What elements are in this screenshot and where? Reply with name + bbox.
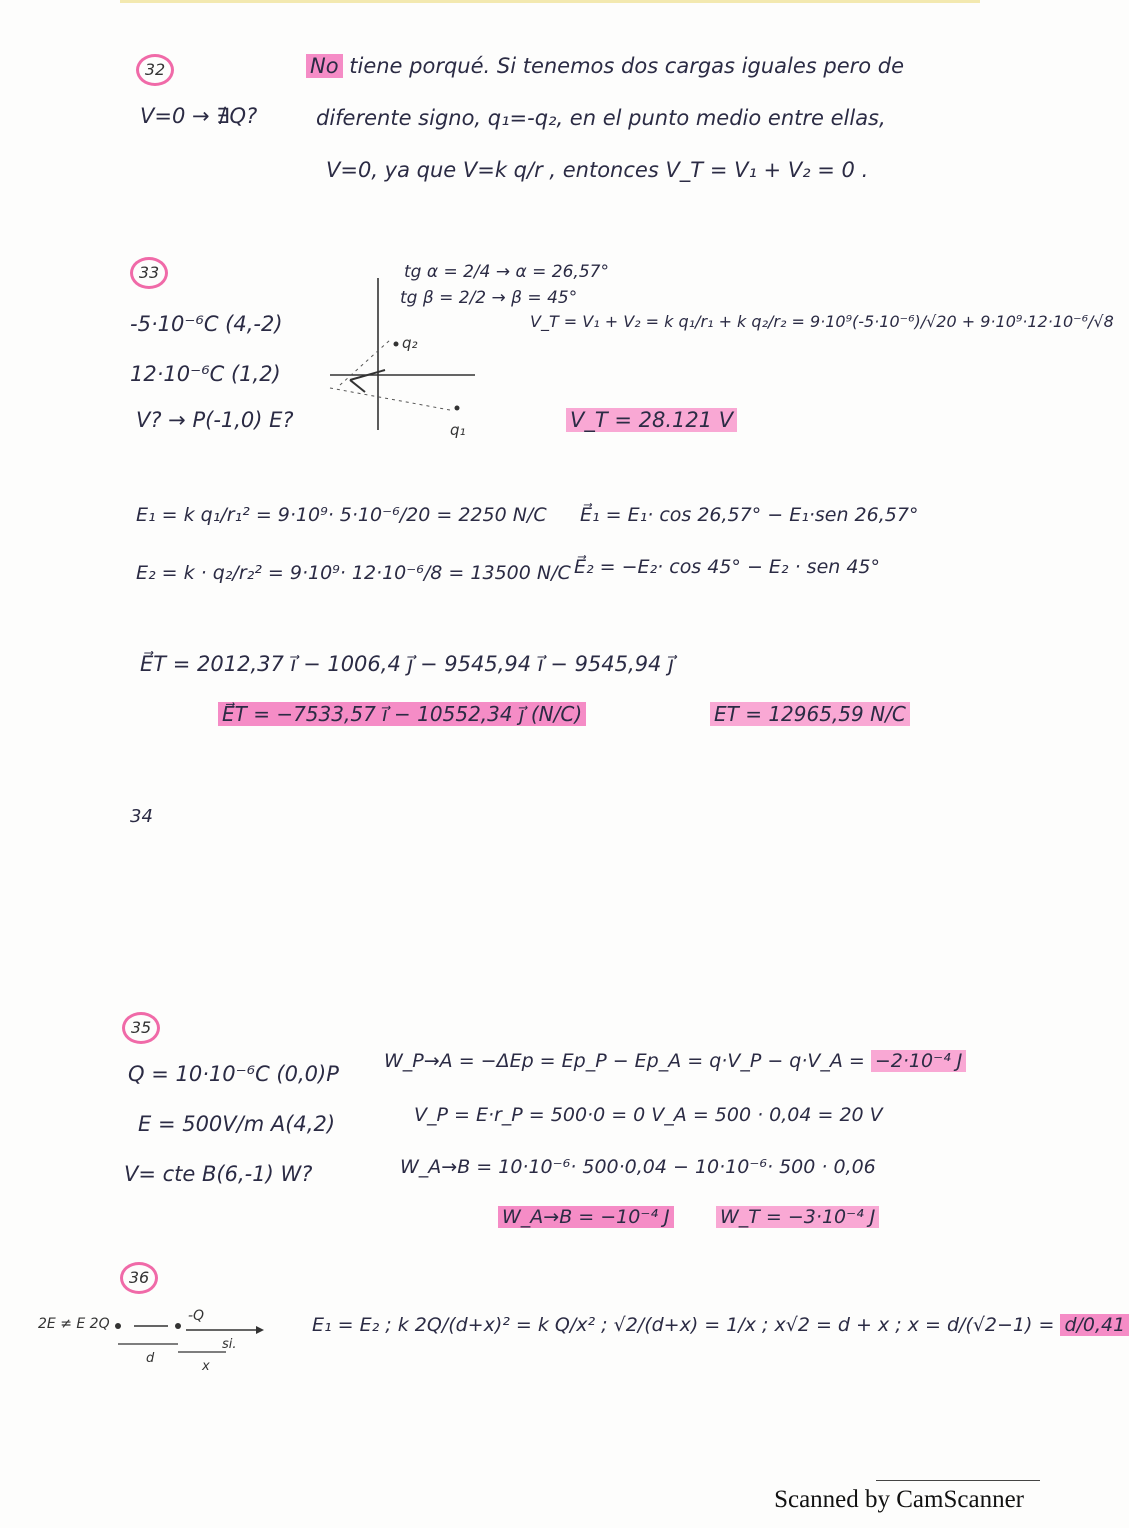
p35-w-formula bbox=[384, 1050, 966, 1072]
p33-vt-result bbox=[566, 408, 737, 432]
p33-et-sum: E⃗T = 2012,37 i⃗ − 1006,4 j⃗ − 9545,94 i⃗ − 9545,94 j⃗ bbox=[140, 652, 674, 676]
p36-result-highlight: d/0,41 bbox=[1060, 1314, 1129, 1336]
sketch-charge-2q bbox=[115, 1323, 121, 1329]
p36-equation bbox=[312, 1314, 1129, 1336]
p33-e2: E₂ = k · q₂/r₂² = 9·10⁹· 12·10⁻⁶/8 = 13500 N/C bbox=[136, 562, 571, 584]
sketch-dashed-line bbox=[330, 388, 450, 410]
p33-e2-vector: E⃗₂ = −E₂· cos 45° − E₂ · sen 45° bbox=[574, 556, 881, 578]
p35-wt-result bbox=[716, 1206, 879, 1228]
scanner-watermark: Scanned by CamScanner bbox=[774, 1486, 1024, 1513]
problem-32-number: 32 bbox=[136, 54, 174, 86]
problem-36-number: 36 bbox=[120, 1262, 158, 1294]
sketch-point-q2 bbox=[394, 342, 399, 347]
p33-et-vector-highlight: E⃗T = −7533,57 i⃗ − 10552,34 j⃗ (N/C) bbox=[218, 702, 586, 726]
sketch-charge-neg bbox=[175, 1323, 181, 1329]
p32-question: V=0 → ∄Q? bbox=[140, 104, 258, 128]
sketch-dashed-line-2 bbox=[340, 340, 390, 385]
problem-33-number: 33 bbox=[130, 257, 168, 289]
p35-data3: V= cte B(6,-1) W? bbox=[124, 1162, 313, 1186]
p33-e1: E₁ = k q₁/r₁² = 9·10⁹· 5·10⁻⁶/20 = 2250 N/C bbox=[136, 504, 547, 526]
problem-35-number: 35 bbox=[122, 1012, 160, 1044]
p33-e1-vector: E⃗₁ = E₁· cos 26,57° − E₁·sen 26,57° bbox=[580, 504, 919, 526]
p36-charges-sketch bbox=[36, 1304, 276, 1374]
p32-answer-line3: V=0, ya que V=k q/r , entonces V_T = V₁ + V₂ = 0 . bbox=[326, 158, 869, 182]
p33-tg-alpha: tg α = 2/4 → α = 26,57° bbox=[404, 262, 609, 282]
p33-data-charge1: -5·10⁻⁶C (4,-2) bbox=[130, 312, 283, 336]
sketch-arrow-head bbox=[256, 1326, 264, 1334]
p35-wt-result-highlight: W_T = −3·10⁻⁴ J bbox=[716, 1206, 879, 1228]
p32-no-highlight: No bbox=[306, 54, 343, 78]
p35-wab: W_A→B = 10·10⁻⁶· 500·0,04 − 10·10⁻⁶· 500 · 0,06 bbox=[400, 1156, 876, 1178]
page-top-edge bbox=[120, 0, 980, 3]
p33-et-modulus bbox=[710, 702, 910, 726]
p33-tg-beta: tg β = 2/2 → β = 45° bbox=[400, 288, 578, 308]
p32-answer-line2: diferente signo, q₁=-q₂, en el punto medio entre ellas, bbox=[316, 106, 886, 130]
p36-equation-text: E₁ = E₂ ; k 2Q/(d+x)² = k Q/x² ; √2/(d+x) = 1/x ; x√2 = d + x ; x = d/(√2−1) = bbox=[312, 1314, 1061, 1336]
p33-vt-result-highlight: V_T = 28.121 V bbox=[566, 408, 737, 432]
sketch-vector-e2 bbox=[350, 380, 365, 392]
p33-et-modulus-highlight: ET = 12965,59 N/C bbox=[710, 702, 910, 726]
p35-potentials: V_P = E·r_P = 500·0 = 0 V_A = 500 · 0,04 = 20 V bbox=[414, 1104, 883, 1126]
p35-data1: Q = 10·10⁻⁶C (0,0)P bbox=[128, 1062, 339, 1086]
p32-line1-text: tiene porqué. Si tenemos dos cargas iguales pero de bbox=[349, 54, 905, 78]
p32-answer-line1 bbox=[306, 54, 904, 78]
sketch-label-x: x bbox=[202, 1359, 210, 1374]
footer-rule bbox=[876, 1480, 1040, 1481]
problem-34-number: 34 bbox=[130, 806, 153, 827]
p35-wab-result bbox=[498, 1206, 674, 1228]
p33-vt-formula: V_T = V₁ + V₂ = k q₁/r₁ + k q₂/r₂ = 9·10⁹(-5·10⁻⁶)/√20 + 9·10⁹·12·10⁻⁶/√8 bbox=[530, 312, 1114, 331]
sketch-label-q2: q₂ bbox=[402, 334, 418, 352]
sketch-point-q1 bbox=[455, 406, 460, 411]
p35-data2: E = 500V/m A(4,2) bbox=[138, 1112, 336, 1136]
sketch-label-si: si. bbox=[222, 1337, 237, 1352]
sketch-label-d: d bbox=[146, 1351, 155, 1366]
p33-data-question: V? → P(-1,0) E? bbox=[136, 408, 294, 432]
sketch-label-negq: -Q bbox=[188, 1308, 205, 1324]
sketch-label-field: 2E ≠ E 2Q bbox=[38, 1316, 110, 1332]
p35-w-result-highlight: −2·10⁻⁴ J bbox=[871, 1050, 967, 1072]
p35-wab-result-highlight: W_A→B = −10⁻⁴ J bbox=[498, 1206, 674, 1228]
p33-et-vector bbox=[218, 702, 586, 726]
sketch-label-q1: q₁ bbox=[450, 421, 466, 439]
p33-data-charge2: 12·10⁻⁶C (1,2) bbox=[130, 362, 281, 386]
p35-w-formula-text: W_P→A = −ΔEp = Ep_P − Ep_A = q·V_P − q·V_A = bbox=[384, 1050, 871, 1072]
